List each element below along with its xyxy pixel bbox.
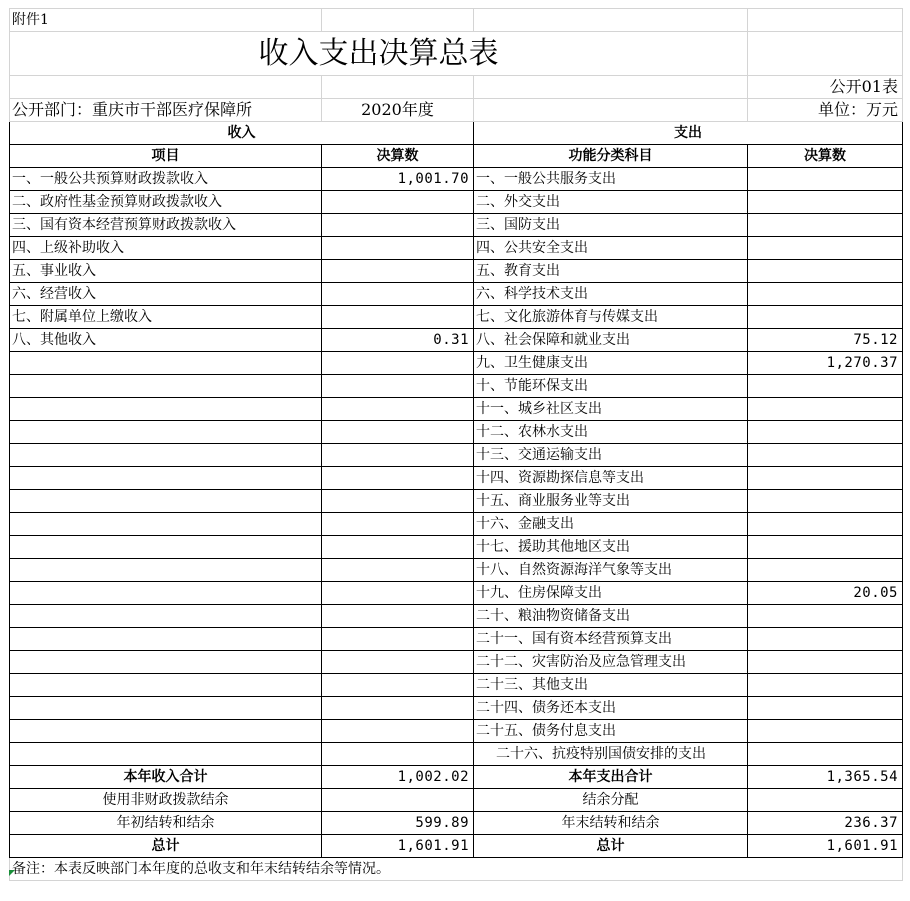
expense-item-label[interactable]: 二、外交支出: [474, 191, 748, 214]
income-item-label[interactable]: [10, 697, 322, 720]
table-row: [10, 214, 903, 237]
income-item-label[interactable]: [10, 559, 322, 582]
expense-item-value[interactable]: [748, 237, 903, 260]
expense-item-value[interactable]: [748, 168, 903, 191]
expense-item-label[interactable]: 五、教育支出: [474, 260, 748, 283]
table-row: [10, 559, 903, 582]
table-row: [10, 352, 903, 375]
expense-item-label[interactable]: 九、卫生健康支出: [474, 352, 748, 375]
table-row: [10, 582, 903, 605]
expense-item-label[interactable]: 八、社会保障和就业支出: [474, 329, 748, 352]
income-item-value[interactable]: [322, 467, 474, 490]
income-item-value[interactable]: [322, 605, 474, 628]
expense-item-label[interactable]: 十五、商业服务业等支出: [474, 490, 748, 513]
begin-balance-label[interactable]: 年初结转和结余: [10, 812, 322, 835]
income-item-label[interactable]: [10, 605, 322, 628]
income-item-value[interactable]: [322, 191, 474, 214]
col-item-header[interactable]: 项目: [10, 145, 322, 168]
expense-item-value[interactable]: [748, 260, 903, 283]
table-row: [10, 237, 903, 260]
expense-item-label[interactable]: 二十四、债务还本支出: [474, 697, 748, 720]
expense-item-label[interactable]: 二十六、抗疫特别国债安排的支出: [474, 743, 748, 766]
income-item-label[interactable]: 八、其他收入: [10, 329, 322, 352]
expense-item-value[interactable]: [748, 513, 903, 536]
expense-item-value[interactable]: [748, 536, 903, 559]
income-item-value[interactable]: [322, 283, 474, 306]
expense-item-value[interactable]: [748, 605, 903, 628]
income-total-value[interactable]: 1,002.02: [322, 766, 474, 789]
expense-item-value[interactable]: [748, 283, 903, 306]
expense-item-label[interactable]: 十一、城乡社区支出: [474, 398, 748, 421]
income-item-label[interactable]: [10, 375, 322, 398]
income-item-value[interactable]: [322, 237, 474, 260]
expense-item-value[interactable]: 20.05: [748, 582, 903, 605]
expense-item-label[interactable]: 二十一、国有资本经营预算支出: [474, 628, 748, 651]
income-item-label[interactable]: 六、经营收入: [10, 283, 322, 306]
table-row: [10, 605, 903, 628]
income-total-label[interactable]: 本年收入合计: [10, 766, 322, 789]
income-item-label[interactable]: [10, 490, 322, 513]
distribution-value[interactable]: [748, 789, 903, 812]
grand-total-label-right[interactable]: 总计: [474, 835, 748, 858]
table-row: [10, 260, 903, 283]
income-item-label[interactable]: 三、国有资本经营预算财政拨款收入: [10, 214, 322, 237]
income-item-label[interactable]: [10, 444, 322, 467]
income-item-label[interactable]: [10, 674, 322, 697]
income-item-label[interactable]: [10, 398, 322, 421]
expense-item-label[interactable]: 十、节能环保支出: [474, 375, 748, 398]
expense-item-value[interactable]: [748, 444, 903, 467]
income-item-value[interactable]: [322, 375, 474, 398]
col-amount2-header[interactable]: 决算数: [748, 145, 903, 168]
expense-item-value[interactable]: [748, 674, 903, 697]
table-row: [10, 375, 903, 398]
income-item-label[interactable]: [10, 513, 322, 536]
table-row: [10, 743, 903, 766]
expense-item-label[interactable]: 二十、粮油物资储备支出: [474, 605, 748, 628]
expense-item-label[interactable]: 七、文化旅游体育与传媒支出: [474, 306, 748, 329]
income-item-value[interactable]: 1,001.70: [322, 168, 474, 191]
income-item-value[interactable]: [322, 697, 474, 720]
table-row: [10, 651, 903, 674]
expense-item-value[interactable]: [748, 467, 903, 490]
table-code[interactable]: 公开01表: [748, 76, 903, 99]
expense-item-value[interactable]: [748, 743, 903, 766]
expense-item-value[interactable]: [748, 720, 903, 743]
expense-item-value[interactable]: [748, 697, 903, 720]
income-item-label[interactable]: 一、一般公共预算财政拨款收入: [10, 168, 322, 191]
table-row: [10, 467, 903, 490]
income-item-label[interactable]: [10, 467, 322, 490]
nonfiscal-label[interactable]: 使用非财政拨款结余: [10, 789, 322, 812]
income-item-value[interactable]: [322, 720, 474, 743]
cell-corner-marker: [9, 870, 15, 876]
income-item-label[interactable]: [10, 421, 322, 444]
income-item-label[interactable]: 七、附属单位上缴收入: [10, 306, 322, 329]
table-row: [10, 168, 903, 191]
expense-total-value[interactable]: 1,365.54: [748, 766, 903, 789]
note-text[interactable]: 备注：本表反映部门本年度的总收支和年末结转结余等情况。: [10, 858, 903, 881]
table-row: [10, 536, 903, 559]
expense-item-label[interactable]: 三、国防支出: [474, 214, 748, 237]
income-item-value[interactable]: [322, 306, 474, 329]
expense-item-value[interactable]: [748, 191, 903, 214]
income-item-value[interactable]: [322, 628, 474, 651]
expense-item-value[interactable]: [748, 375, 903, 398]
income-item-value[interactable]: [322, 398, 474, 421]
table-row: [10, 191, 903, 214]
budget-table: [9, 8, 903, 881]
income-item-label[interactable]: [10, 352, 322, 375]
expense-total-label[interactable]: 本年支出合计: [474, 766, 748, 789]
year-label[interactable]: 2020年度: [322, 99, 474, 122]
table-row: [10, 444, 903, 467]
income-item-label[interactable]: 二、政府性基金预算财政拨款收入: [10, 191, 322, 214]
unit-label[interactable]: 单位：万元: [748, 99, 903, 122]
col-amount-header[interactable]: 决算数: [322, 145, 474, 168]
table-row: [10, 490, 903, 513]
income-item-value[interactable]: [322, 559, 474, 582]
table-row: [10, 513, 903, 536]
page-title[interactable]: 收入支出决算总表: [10, 32, 748, 76]
table-row: [10, 421, 903, 444]
income-item-label[interactable]: [10, 628, 322, 651]
income-item-label[interactable]: [10, 536, 322, 559]
expense-item-label[interactable]: 十六、金融支出: [474, 513, 748, 536]
table-row: [10, 720, 903, 743]
income-item-value[interactable]: [322, 421, 474, 444]
income-item-value[interactable]: [322, 260, 474, 283]
expense-header[interactable]: 支出: [474, 122, 903, 145]
income-header[interactable]: 收入: [10, 122, 474, 145]
expense-item-value[interactable]: [748, 651, 903, 674]
begin-balance-value[interactable]: 599.89: [322, 812, 474, 835]
col-func-header[interactable]: 功能分类科目: [474, 145, 748, 168]
income-item-value[interactable]: [322, 352, 474, 375]
income-item-value[interactable]: [322, 743, 474, 766]
expense-item-value[interactable]: [748, 490, 903, 513]
table-row: [10, 398, 903, 421]
expense-item-label[interactable]: 十二、农林水支出: [474, 421, 748, 444]
expense-item-value[interactable]: [748, 398, 903, 421]
income-item-value[interactable]: 0.31: [322, 329, 474, 352]
income-item-value[interactable]: [322, 582, 474, 605]
distribution-label[interactable]: 结余分配: [474, 789, 748, 812]
table-row: [10, 306, 903, 329]
expense-item-value[interactable]: [748, 559, 903, 582]
grand-total-label-left[interactable]: 总计: [10, 835, 322, 858]
income-item-value[interactable]: [322, 536, 474, 559]
table-row: [10, 329, 903, 352]
expense-item-value[interactable]: [748, 306, 903, 329]
table-row: [10, 283, 903, 306]
income-item-value[interactable]: [322, 444, 474, 467]
income-item-value[interactable]: [322, 214, 474, 237]
attachment-cell[interactable]: 附件1: [10, 9, 322, 32]
grand-total-value-left[interactable]: 1,601.91: [322, 835, 474, 858]
expense-item-value[interactable]: 1,270.37: [748, 352, 903, 375]
end-balance-label[interactable]: 年末结转和结余: [474, 812, 748, 835]
income-item-value[interactable]: [322, 513, 474, 536]
income-item-label[interactable]: [10, 651, 322, 674]
income-item-value[interactable]: [322, 490, 474, 513]
end-balance-value[interactable]: 236.37: [748, 812, 903, 835]
income-item-label[interactable]: 五、事业收入: [10, 260, 322, 283]
income-item-label[interactable]: [10, 582, 322, 605]
expense-item-label[interactable]: 十四、资源勘探信息等支出: [474, 467, 748, 490]
expense-item-label[interactable]: 四、公共安全支出: [474, 237, 748, 260]
income-item-value[interactable]: [322, 674, 474, 697]
expense-item-value[interactable]: [748, 214, 903, 237]
table-row: [10, 674, 903, 697]
expense-item-label[interactable]: 十九、住房保障支出: [474, 582, 748, 605]
expense-item-label[interactable]: 十七、援助其他地区支出: [474, 536, 748, 559]
expense-item-label[interactable]: 二十三、其他支出: [474, 674, 748, 697]
table-row: [10, 697, 903, 720]
income-item-label[interactable]: 四、上级补助收入: [10, 237, 322, 260]
income-item-value[interactable]: [322, 651, 474, 674]
expense-item-label[interactable]: 一、一般公共服务支出: [474, 168, 748, 191]
expense-item-label[interactable]: 六、科学技术支出: [474, 283, 748, 306]
expense-item-value[interactable]: 75.12: [748, 329, 903, 352]
expense-item-label[interactable]: 二十五、债务付息支出: [474, 720, 748, 743]
expense-item-value[interactable]: [748, 421, 903, 444]
expense-item-label[interactable]: 二十二、灾害防治及应急管理支出: [474, 651, 748, 674]
expense-item-label[interactable]: 十八、自然资源海洋气象等支出: [474, 559, 748, 582]
department-label[interactable]: 公开部门：重庆市干部医疗保障所: [10, 99, 322, 122]
income-item-label[interactable]: [10, 743, 322, 766]
income-item-label[interactable]: [10, 720, 322, 743]
grand-total-value-right[interactable]: 1,601.91: [748, 835, 903, 858]
nonfiscal-value[interactable]: [322, 789, 474, 812]
table-row: [10, 628, 903, 651]
expense-item-value[interactable]: [748, 628, 903, 651]
expense-item-label[interactable]: 十三、交通运输支出: [474, 444, 748, 467]
